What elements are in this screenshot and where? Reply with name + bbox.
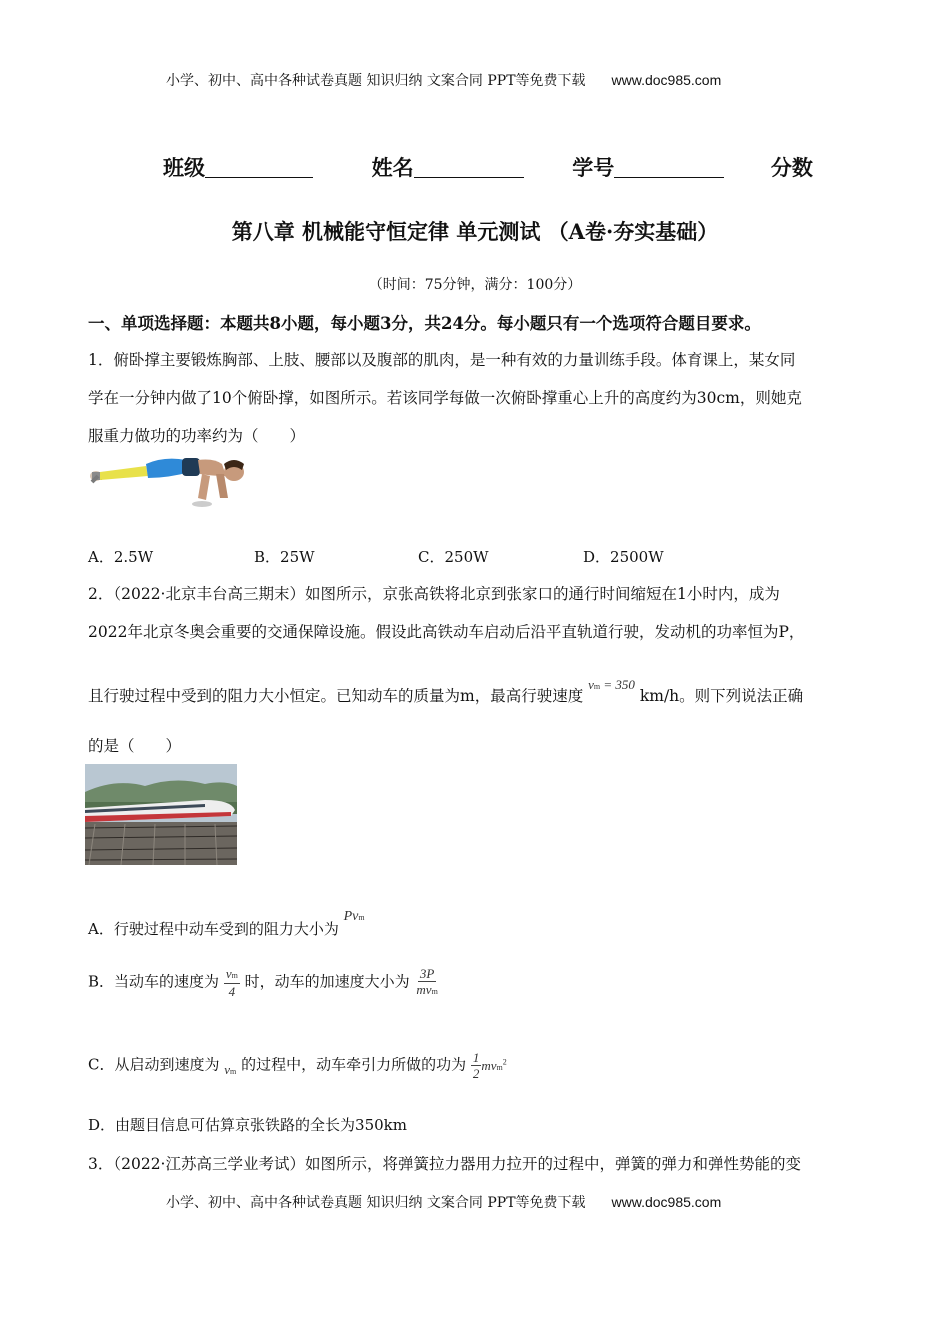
q2-option-b-text-2: 时，动车的加速度大小为: [244, 972, 410, 991]
number-blank[interactable]: [614, 159, 724, 178]
q2-line-3a: 且行驶过程中受到的阻力大小恒定。已知动车的质量为m，最高行驶速度: [88, 687, 584, 705]
q3-line-1: 3．（2022·江苏高三学业考试）如图所示，将弹簧拉力器用力拉开的过程中，弹簧的弹力和弹性势能的变: [88, 1155, 801, 1173]
q2-option-a[interactable]: [88, 909, 365, 939]
header-text: 小学、初中、高中各种试卷真题 知识归纳 文案合同 PPT等免费下载: [166, 73, 586, 89]
q2-line-4: 的是（ ）: [88, 737, 182, 755]
header-url[interactable]: www.doc985.com: [611, 72, 722, 88]
q1-option-a[interactable]: A．2.5W: [88, 548, 154, 566]
q2-option-c-work-fraction: $\frac{1}{2}$: [472, 1050, 480, 1081]
q2-option-c[interactable]: [88, 1050, 507, 1081]
q1-line-1: 1．俯卧撑主要锻炼胸部、上肢、腰部以及腹部的肌肉，是一种有效的力量训练手段。体育课上，某女同: [88, 351, 796, 369]
q2-line-3b: km/h。则下列说法正确: [639, 687, 804, 705]
pushup-figure: [86, 454, 248, 514]
number-label: 学号: [572, 155, 615, 180]
q2-option-a-text: A．行驶过程中动车受到的阻力大小为: [88, 920, 339, 938]
q2-line-3: [88, 677, 804, 706]
q2-option-b-text-1: B．当动车的速度为: [88, 972, 220, 991]
class-blank[interactable]: [205, 159, 313, 178]
q2-option-c-work-term: mvm$^2$: [481, 1057, 507, 1073]
footer-text: 小学、初中、高中各种试卷真题 知识归纳 文案合同 PPT等免费下载: [166, 1195, 586, 1211]
footer-url[interactable]: www.doc985.com: [611, 1194, 722, 1210]
exam-title: 第八章 机械能守恒定律 单元测试 （A卷·夯实基础）: [231, 219, 719, 244]
q2-line-1: 2．（2022·北京丰台高三期末）如图所示，京张高铁将北京到张家口的通行时间缩短在1小时内，成为: [88, 585, 780, 603]
class-label: 班级: [163, 155, 205, 180]
score-label: 分数: [770, 155, 813, 180]
q2-max-speed-formula: vm = 350: [588, 677, 635, 692]
section-heading: 一、单项选择题：本题共8小题，每小题3分，共24分。每小题只有一个选项符合题目要求。: [88, 314, 761, 333]
q1-option-c[interactable]: C．250W: [418, 548, 489, 566]
page-footer: [166, 1192, 721, 1212]
name-label: 姓名: [371, 155, 414, 180]
q2-option-a-formula: Pvm: [343, 909, 365, 924]
train-figure: [85, 764, 237, 865]
q2-option-c-text-1: C．从启动到速度为: [88, 1055, 220, 1074]
q2-option-c-speed: vm: [224, 1061, 237, 1077]
exam-subtitle: （时间：75分钟，满分：100分）: [368, 277, 582, 293]
q2-option-b-accel-fraction: $\frac{3P}{\text{mvm}}$: [416, 966, 438, 997]
q2-option-c-text-2: 的过程中，动车牵引力所做的功为: [241, 1055, 467, 1074]
name-blank[interactable]: [414, 159, 524, 178]
q2-option-d[interactable]: D．由题目信息可估算京张铁路的全长为350km: [88, 1116, 407, 1134]
student-info-line: [163, 152, 813, 182]
q1-line-2: 学在一分钟内做了10个俯卧撑，如图所示。若该同学每做一次俯卧撑重心上升的高度约为30cm，则她克: [88, 389, 802, 407]
page-header: [166, 70, 721, 90]
q2-line-2: 2022年北京冬奥会重要的交通保障设施。假设此高铁动车启动后沿平直轨道行驶，发动机的功率恒为P，: [88, 623, 805, 641]
q1-option-d[interactable]: D．2500W: [583, 548, 664, 566]
q1-line-3: 服重力做功的功率约为（ ）: [88, 427, 306, 445]
q2-option-b-speed-fraction: $\frac{vm}{4}$: [225, 966, 238, 999]
q2-option-b[interactable]: [88, 966, 440, 999]
q1-option-b[interactable]: B．25W: [254, 548, 315, 566]
